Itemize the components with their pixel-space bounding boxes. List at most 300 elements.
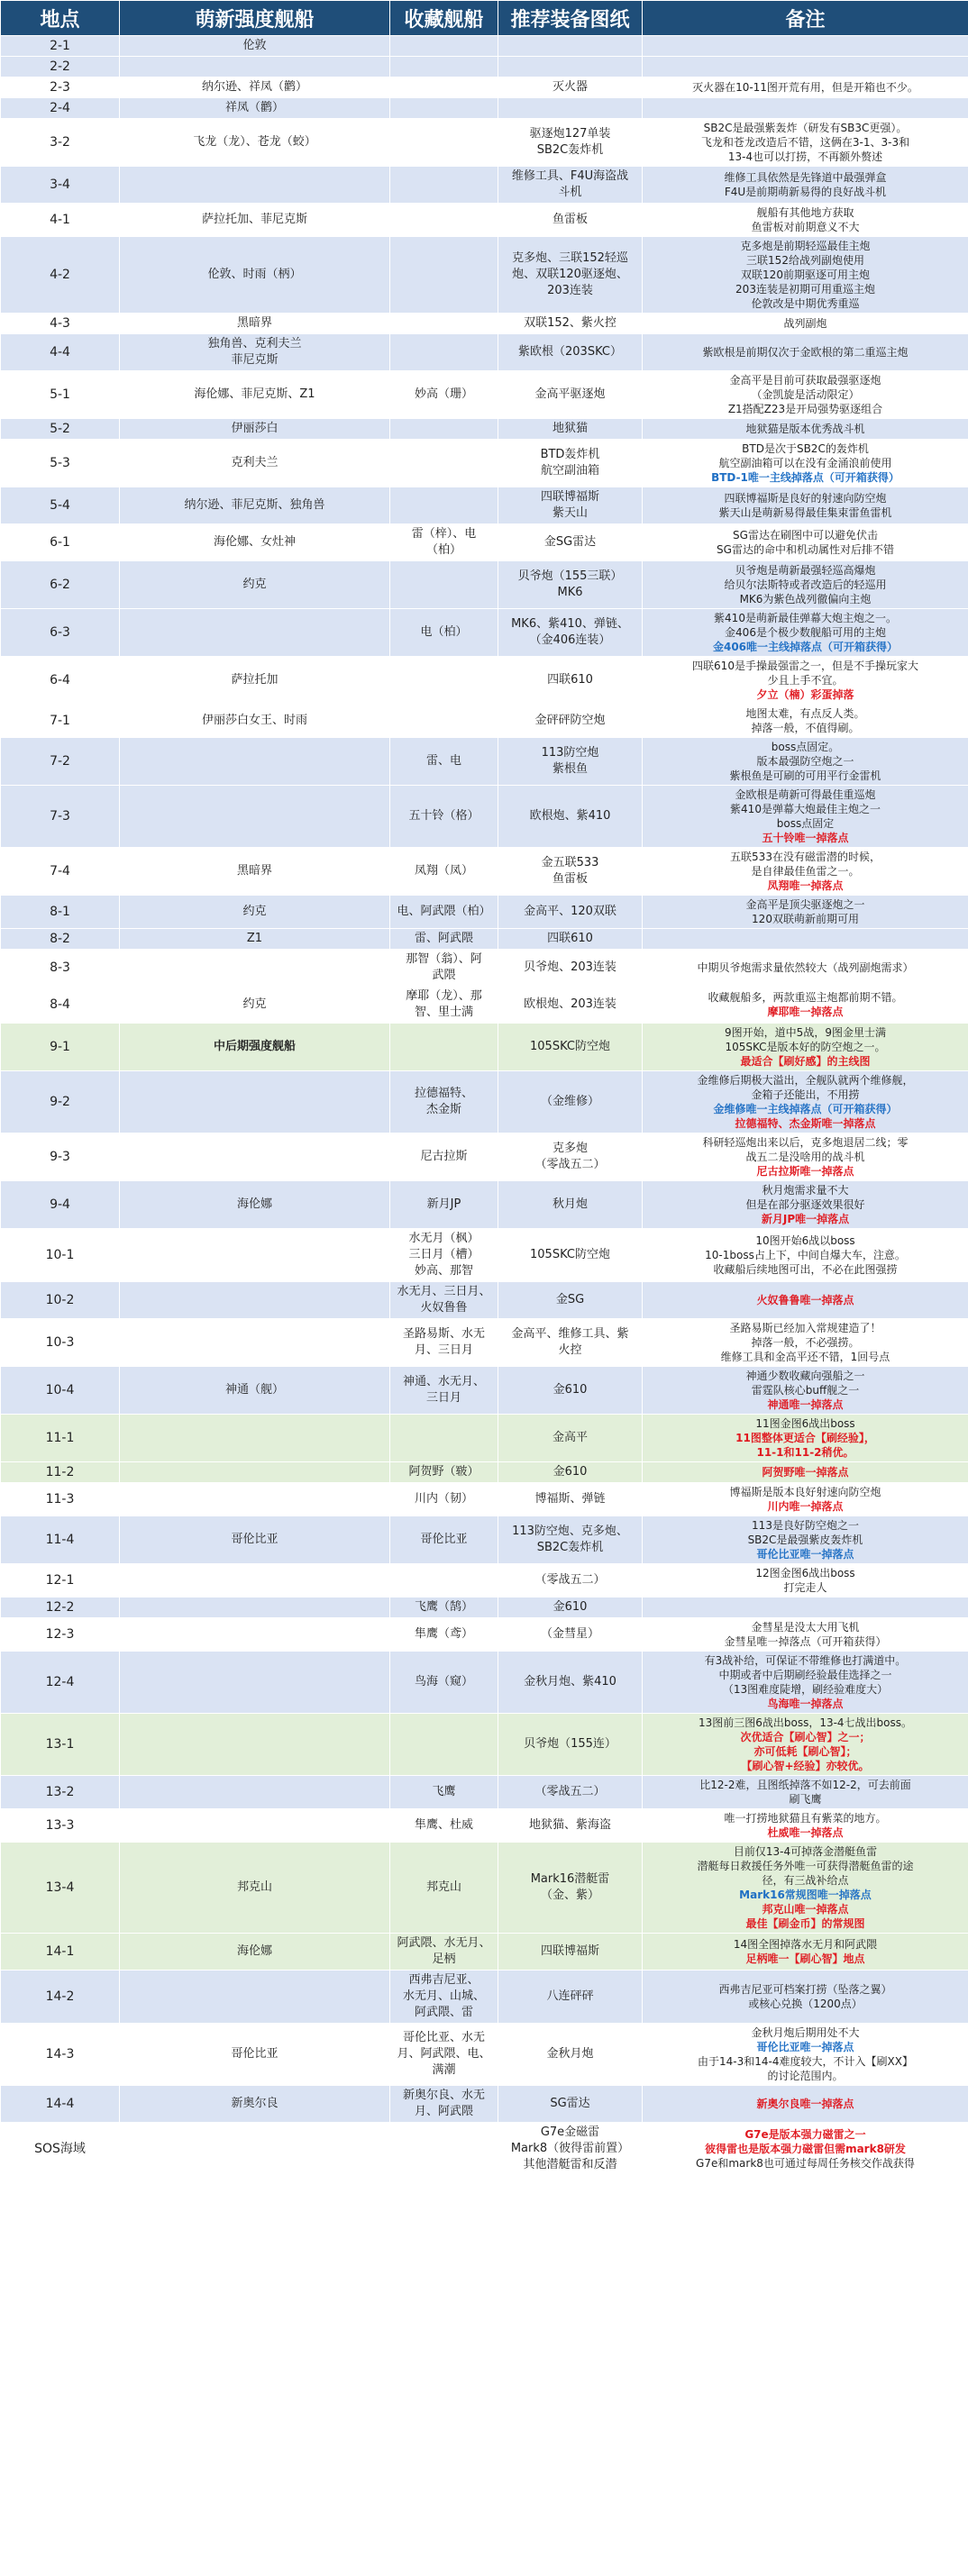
collection-ships-cell: 神通、水无月、 三日月 (390, 1367, 498, 1415)
header-notes: 备注 (643, 1, 968, 36)
equipment-cell: 贝爷炮（155连） (498, 1714, 643, 1776)
note-highlight: 最适合【刷好感】的主线图 (740, 1055, 871, 1068)
newbie-ships-cell: 约克 (120, 987, 390, 1024)
table-row (1, 705, 968, 738)
note-text: 地图太难，有点反人类。 掉落一般，不值得刷。 (745, 707, 865, 734)
stage-cell: 11-1 (1, 1415, 120, 1462)
collection-ships-cell: 新月JP (390, 1181, 498, 1229)
equipment-cell: 欧根炮、紫410 (498, 786, 643, 848)
stage-cell: 6-2 (1, 561, 120, 609)
newbie-ships-cell: 伊丽莎白 (120, 419, 390, 440)
note-text: 金高平是目前可获取最强驱逐炮 （金凯旋是活动限定） Z1搭配Z23是开局强势驱逐组合 (727, 374, 883, 415)
table-row (1, 1483, 968, 1516)
equipment-cell: 驱逐炮127单装 SB2C轰炸机 (498, 119, 643, 167)
equipment-cell: 地狱猫 (498, 419, 643, 440)
stage-cell: 2-2 (1, 57, 120, 77)
note-text: 紫欧根是前期仅次于金欧根的第二重巡主炮 (702, 346, 909, 359)
note-text: 14图全图掉落水无月和阿武隈 (733, 1938, 878, 1951)
header-stage: 地点 (1, 1, 120, 36)
table-row (1, 419, 968, 440)
newbie-ships-cell (120, 738, 390, 786)
equipment-cell: G7e金磁雷 Mark8（彼得雷前置） 其他潜艇雷和反潜 (498, 2123, 643, 2176)
notes-cell (643, 1809, 968, 1843)
collection-ships-cell (390, 487, 498, 524)
table-row (1, 1367, 968, 1415)
note-highlight: G7e是版本强力磁雷之一 彼得雷也是版本强力磁雷但需mark8研发 (705, 2128, 906, 2155)
notes-cell (643, 119, 968, 167)
table-row (1, 2086, 968, 2123)
stage-cell: 6-3 (1, 609, 120, 657)
notes-cell (643, 1133, 968, 1181)
note-text: 克多炮是前期轻巡最佳主炮 三联152给战列副炮使用 双联120前期驱逐可用主炮 203连装是初期可用重巡主炮 伦敦改是中期优秀重巡 (735, 240, 875, 310)
equipment-cell: 四联博福斯 (498, 1934, 643, 1971)
collection-ships-cell: 五十铃（格） (390, 786, 498, 848)
note-text: 战列副炮 (783, 317, 827, 330)
note-highlight: 哥伦比亚唯一掉落点 (756, 2041, 854, 2053)
notes-cell (643, 524, 968, 561)
note-highlight: 次优适合【刷心智】之一； 亦可低耗【刷心智】； 【刷心智+经验】亦较优。 (740, 1731, 871, 1772)
notes-cell (643, 167, 968, 204)
stage-cell: 13-4 (1, 1843, 120, 1934)
newbie-ships-cell: 哥伦比亚 (120, 2024, 390, 2086)
equipment-cell: 金610 (498, 1367, 643, 1415)
equipment-cell: 金高平 (498, 1415, 643, 1462)
notes-cell (643, 1652, 968, 1714)
stage-cell: 5-4 (1, 487, 120, 524)
newbie-ships-cell (120, 1714, 390, 1776)
newbie-ships-cell (120, 1809, 390, 1843)
newbie-ships-cell (120, 1483, 390, 1516)
equipment-cell: （金维修） (498, 1071, 643, 1133)
stage-cell: 12-4 (1, 1652, 120, 1714)
newbie-ships-cell (120, 1597, 390, 1618)
table-row (1, 36, 968, 57)
note-text: 由于14-3和14-4难度较大，不计入【刷XX】 的讨论范围内。 (698, 2055, 913, 2082)
collection-ships-cell (390, 440, 498, 487)
collection-ships-cell: 电（柏） (390, 609, 498, 657)
collection-ships-cell (390, 705, 498, 738)
newbie-ships-cell (120, 1618, 390, 1652)
table-row (1, 1618, 968, 1652)
collection-ships-cell: 哥伦比亚 (390, 1516, 498, 1564)
equipment-cell: 鱼雷板 (498, 204, 643, 237)
collection-ships-cell (390, 57, 498, 77)
header-newbie-ships: 萌新强度舰船 (120, 1, 390, 36)
stage-cell: 13-3 (1, 1809, 120, 1843)
equipment-cell: 105SKC防空炮 (498, 1024, 643, 1071)
equipment-cell: 贝爷炮（155三联） MK6 (498, 561, 643, 609)
table-row (1, 987, 968, 1024)
collection-ships-cell (390, 1415, 498, 1462)
table-row (1, 1229, 968, 1282)
newbie-ships-cell (120, 1282, 390, 1319)
newbie-ships-cell: 海伦娜 (120, 1181, 390, 1229)
note-text: 12图金图6战出boss 打完走人 (755, 1567, 855, 1594)
note-text: 目前仅13-4可掉落金潜艇鱼雷 潜艇每日救援任务外唯一可获得潜艇鱼雷的途 径，有三战补给点 (697, 1845, 914, 1887)
equipment-cell: 克多炮 （零战五二） (498, 1133, 643, 1181)
equipment-cell: 四联610 (498, 929, 643, 950)
table-row (1, 848, 968, 896)
notes-cell (643, 1483, 968, 1516)
note-text: 博福斯是版本良好射速向防空炮 (729, 1486, 881, 1498)
note-text: boss点固定。 版本最强防空炮之一 紫根鱼是可刷的可用平行金雷机 (729, 741, 881, 782)
equipment-cell: 金砰砰防空炮 (498, 705, 643, 738)
notes-cell (643, 1934, 968, 1971)
note-highlight: 鸟海唯一掉落点 (767, 1698, 844, 1710)
table-row (1, 896, 968, 929)
newbie-ships-cell (120, 950, 390, 987)
newbie-ships-cell: 海伦娜 (120, 1934, 390, 1971)
table-row (1, 1516, 968, 1564)
table-row (1, 1776, 968, 1809)
notes-cell (643, 1367, 968, 1415)
equipment-cell: 金高平、维修工具、紫 火控 (498, 1319, 643, 1367)
stage-cell: 7-3 (1, 786, 120, 848)
notes-cell (643, 1282, 968, 1319)
notes-cell (643, 1415, 968, 1462)
collection-ships-cell: 阿武隈、水无月、 足柄 (390, 1934, 498, 1971)
note-text: 紫410是萌新最佳弹幕大炮主炮之一。 金406是个极少数舰船可用的主炮 (714, 612, 897, 639)
notes-cell (643, 738, 968, 786)
table-row (1, 1282, 968, 1319)
stage-cell: 5-1 (1, 371, 120, 419)
newbie-ships-cell (120, 786, 390, 848)
collection-ships-cell (390, 561, 498, 609)
equipment-cell: 地狱猫、紫海盗 (498, 1809, 643, 1843)
notes-cell (643, 1516, 968, 1564)
note-text: BTD是次于SB2C的轰炸机 航空副油箱可以在没有金涌浪前使用 (718, 442, 892, 469)
newbie-ships-cell (120, 609, 390, 657)
stage-cell: 13-1 (1, 1714, 120, 1776)
notes-cell (643, 786, 968, 848)
equipment-cell: 金五联533 鱼雷板 (498, 848, 643, 896)
stage-cell: 11-4 (1, 1516, 120, 1564)
stage-cell: 11-3 (1, 1483, 120, 1516)
notes-cell (643, 487, 968, 524)
collection-ships-cell (390, 204, 498, 237)
collection-ships-cell: 拉德福特、 杰金斯 (390, 1071, 498, 1133)
note-text: 地狱猫是版本优秀战斗机 (745, 423, 865, 435)
newbie-ships-cell: 萨拉托加 (120, 657, 390, 705)
note-highlight: 尼古拉斯唯一掉落点 (756, 1165, 854, 1178)
collection-ships-cell (390, 657, 498, 705)
newbie-ships-cell: 哥伦比亚 (120, 1516, 390, 1564)
notes-cell (643, 561, 968, 609)
note-highlight: 五十铃唯一掉落点 (762, 832, 849, 844)
newbie-ships-cell: 中后期强度舰船 (120, 1024, 390, 1071)
equipment-cell: 博福斯、弹链 (498, 1483, 643, 1516)
newbie-ships-cell: 飞龙（龙）、苍龙（蛟） (120, 119, 390, 167)
table-row (1, 487, 968, 524)
collection-ships-cell (390, 98, 498, 119)
newbie-ships-cell (120, 1564, 390, 1597)
notes-cell (643, 1597, 968, 1618)
collection-ships-cell: 妙高（珊） (390, 371, 498, 419)
notes-cell (643, 1024, 968, 1071)
collection-ships-cell: 川内（韧） (390, 1483, 498, 1516)
stage-cell: 12-1 (1, 1564, 120, 1597)
note-highlight: 凤翔唯一掉落点 (767, 879, 844, 892)
collection-ships-cell: 水无月、三日月、 火奴鲁鲁 (390, 1282, 498, 1319)
note-highlight: 金维修唯一主线掉落点（可开箱获得） (713, 1103, 898, 1115)
notes-cell (643, 98, 968, 119)
note-text: 有3战补给，可保证不带维修也打满道中。 中期或者中后期刷经验最佳选择之一 （13图难度陡增，刷经验难度大） (704, 1654, 907, 1696)
notes-cell (643, 237, 968, 314)
collection-ships-cell: 隼鹰、杜威 (390, 1809, 498, 1843)
stage-cell: 4-4 (1, 334, 120, 371)
table-row (1, 1319, 968, 1367)
notes-cell (643, 2123, 968, 2176)
newbie-ships-cell: 海伦娜、女灶神 (120, 524, 390, 561)
newbie-ships-cell: 黑暗界 (120, 314, 390, 334)
collection-ships-cell (390, 167, 498, 204)
table-row (1, 1934, 968, 1971)
equipment-cell: SG雷达 (498, 2086, 643, 2123)
notes-cell (643, 657, 968, 705)
notes-cell (643, 440, 968, 487)
collection-ships-cell: 水无月（枫） 三日月（槽） 妙高、那智 (390, 1229, 498, 1282)
note-highlight: 拉德福特、杰金斯唯一掉落点 (735, 1117, 876, 1130)
note-text: G7e和mark8也可通过每周任务核交作战获得 (696, 2157, 915, 2170)
note-highlight: 新奥尔良唯一掉落点 (756, 2098, 854, 2110)
newbie-ships-cell: 克利夫兰 (120, 440, 390, 487)
newbie-ships-cell: 约克 (120, 561, 390, 609)
stage-cell: 3-2 (1, 119, 120, 167)
note-highlight: 摩耶唯一掉落点 (767, 1006, 844, 1018)
note-text: 金高平是顶尖驱逐炮之一 120双联萌新前期可用 (745, 898, 865, 925)
collection-ships-cell: 雷、阿武隈 (390, 929, 498, 950)
note-text: SB2C是最强紫轰炸（研发有SB3C更强）。 飞龙和苍龙改造后不错，这俩在3-1、3-3和 13-4也可以打捞，不再额外赘述 (700, 122, 910, 163)
newbie-ships-cell: 纳尔逊、菲尼克斯、独角兽 (120, 487, 390, 524)
stage-cell: 8-1 (1, 896, 120, 929)
table-row (1, 1071, 968, 1133)
collection-ships-cell: 新奥尔良、水无 月、阿武隈 (390, 2086, 498, 2123)
stage-cell: 11-2 (1, 1462, 120, 1483)
note-text: 13图前三图6战出boss，13-4七战出boss。 (698, 1716, 913, 1729)
table-row (1, 1462, 968, 1483)
table-row (1, 950, 968, 987)
newbie-ships-cell: 伦敦 (120, 36, 390, 57)
header-row (1, 1, 968, 36)
equipment-cell: 四联博福斯 紫天山 (498, 487, 643, 524)
note-text: 11图金图6战出boss (755, 1417, 855, 1430)
note-text: 金维修后期极大溢出，全舰队就两个维修舰， 金箱子还能出，不用捞 (697, 1074, 914, 1101)
collection-ships-cell: 哥伦比亚、水无 月、阿武隈、电、 满潮 (390, 2024, 498, 2086)
table-row (1, 334, 968, 371)
equipment-cell: 金秋月炮 (498, 2024, 643, 2086)
collection-ships-cell: 圣路易斯、水无 月、三日月 (390, 1319, 498, 1367)
notes-cell (643, 314, 968, 334)
table-row (1, 561, 968, 609)
note-highlight: 金406唯一主线掉落点（可开箱获得） (712, 641, 899, 653)
equipment-cell: 金SG雷达 (498, 524, 643, 561)
note-text: 圣路易斯已经加入常规建造了！ 掉落一般，不必强捞。 维修工具和金高平还不错，1回号点 (720, 1322, 890, 1363)
newbie-ships-cell: 邦克山 (120, 1843, 390, 1934)
table-row (1, 57, 968, 77)
table-row (1, 1564, 968, 1597)
table-row (1, 657, 968, 705)
note-highlight: 哥伦比亚唯一掉落点 (756, 1548, 854, 1561)
equipment-cell (498, 57, 643, 77)
table-row (1, 119, 968, 167)
stage-cell: 7-2 (1, 738, 120, 786)
note-highlight: 新月JP唯一掉落点 (761, 1213, 850, 1225)
stage-cell: 9-2 (1, 1071, 120, 1133)
note-highlight: 火奴鲁鲁唯一掉落点 (756, 1294, 854, 1306)
notes-cell (643, 929, 968, 950)
collection-ships-cell: 西弗吉尼亚、 水无月、山城、 阿武隈、雷 (390, 1971, 498, 2024)
note-text: SG雷达在刷图中可以避免伏击 SG雷达的命中和机动属性对后排不错 (717, 529, 894, 556)
note-highlight: Mark16常规图唯一掉落点 (739, 1889, 872, 1901)
note-text: 9图开始，道中5战，9图金里士满 105SKC是版本好的防空炮之一。 (725, 1026, 886, 1053)
table-row (1, 1971, 968, 2024)
collection-ships-cell (390, 1714, 498, 1776)
stage-cell: 4-3 (1, 314, 120, 334)
stage-cell: 14-1 (1, 1934, 120, 1971)
equipment-cell: 金高平、120双联 (498, 896, 643, 929)
stage-cell: 12-2 (1, 1597, 120, 1618)
collection-ships-cell: 雷、电 (390, 738, 498, 786)
collection-ships-cell: 飞鹰 (390, 1776, 498, 1809)
stage-cell: 8-2 (1, 929, 120, 950)
newbie-ships-cell (120, 1071, 390, 1133)
equipment-cell: 八连砰砰 (498, 1971, 643, 2024)
equipment-cell: 金610 (498, 1462, 643, 1483)
stage-cell: 14-2 (1, 1971, 120, 2024)
equipment-cell: （金彗星） (498, 1618, 643, 1652)
collection-ships-cell: 雷（梓）、电 （柏） (390, 524, 498, 561)
collection-ships-cell (390, 77, 498, 98)
note-text: 舰船有其他地方获取 鱼雷板对前期意义不大 (751, 206, 860, 233)
newbie-ships-cell: 祥凤（鹳） (120, 98, 390, 119)
collection-ships-cell: 凤翔（凤） (390, 848, 498, 896)
stage-cell: 12-3 (1, 1618, 120, 1652)
stage-cell: SOS海域 (1, 2123, 120, 2176)
collection-ships-cell (390, 237, 498, 314)
table-row (1, 440, 968, 487)
table-row (1, 2123, 968, 2176)
newbie-ships-cell (120, 1652, 390, 1714)
newbie-ships-cell (120, 57, 390, 77)
notes-cell (643, 419, 968, 440)
equipment-cell: （零战五二） (498, 1776, 643, 1809)
header-equipment: 推荐装备图纸 (498, 1, 643, 36)
note-highlight: 杜威唯一掉落点 (767, 1826, 844, 1839)
newbie-ships-cell: 伦敦、时雨（柄） (120, 237, 390, 314)
notes-cell (643, 36, 968, 57)
table-row (1, 2024, 968, 2086)
notes-cell (643, 1776, 968, 1809)
notes-cell (643, 1319, 968, 1367)
newbie-ships-cell: 海伦娜、菲尼克斯、Z1 (120, 371, 390, 419)
stage-cell: 2-1 (1, 36, 120, 57)
stage-cell: 4-2 (1, 237, 120, 314)
newbie-ships-cell: 神通（舰） (120, 1367, 390, 1415)
table-row (1, 786, 968, 848)
note-text: 113是良好防空炮之一 SB2C是最强紫皮轰炸机 (747, 1519, 863, 1546)
notes-cell (643, 204, 968, 237)
notes-cell (643, 1564, 968, 1597)
newbie-ships-cell (120, 167, 390, 204)
newbie-ships-cell: 伊丽莎白女王、时雨 (120, 705, 390, 738)
note-highlight: 阿贺野唯一掉落点 (762, 1466, 849, 1479)
table-row (1, 524, 968, 561)
stage-cell: 10-4 (1, 1367, 120, 1415)
stage-cell: 8-4 (1, 987, 120, 1024)
newbie-ships-cell (120, 1462, 390, 1483)
stage-cell: 10-1 (1, 1229, 120, 1282)
stage-cell: 6-1 (1, 524, 120, 561)
newbie-ships-cell: Z1 (120, 929, 390, 950)
collection-ships-cell (390, 119, 498, 167)
collection-ships-cell: 邦克山 (390, 1843, 498, 1934)
note-text: 金彗星是没太大用飞机 金彗星唯一掉落点（可开箱获得） (724, 1621, 887, 1648)
table-row (1, 1843, 968, 1934)
newbie-ships-cell (120, 1971, 390, 2024)
collection-ships-cell (390, 36, 498, 57)
stage-cell: 7-4 (1, 848, 120, 896)
table-row (1, 1024, 968, 1071)
newbie-ships-cell: 约克 (120, 896, 390, 929)
notes-cell (643, 334, 968, 371)
collection-ships-cell (390, 314, 498, 334)
equipment-cell: 金秋月炮、紫410 (498, 1652, 643, 1714)
stage-cell: 10-3 (1, 1319, 120, 1367)
note-text: 神通少数收藏向强船之一 雷霆队核心buff舰之一 (745, 1370, 865, 1397)
equipment-cell: 贝爷炮、203连装 (498, 950, 643, 987)
note-text: 维修工具依然是先锋道中最强弹盒 F4U是前期萌新易得的良好战斗机 (724, 171, 887, 198)
collection-ships-cell (390, 2123, 498, 2176)
newbie-ships-cell (120, 1133, 390, 1181)
stage-cell: 10-2 (1, 1282, 120, 1319)
equipment-cell: 金高平驱逐炮 (498, 371, 643, 419)
equipment-cell: 四联610 (498, 657, 643, 705)
notes-cell (643, 57, 968, 77)
notes-cell (643, 609, 968, 657)
note-highlight: BTD-1唯一主线掉落点（可开箱获得） (711, 471, 900, 484)
notes-cell (643, 987, 968, 1024)
newbie-ships-cell: 独角兽、克利夫兰 菲尼克斯 (120, 334, 390, 371)
equipment-cell: 105SKC防空炮 (498, 1229, 643, 1282)
note-highlight: 足柄唯一【刷心智】地点 (745, 1952, 865, 1965)
collection-ships-cell (390, 419, 498, 440)
notes-cell (643, 848, 968, 896)
equipment-cell: （零战五二） (498, 1564, 643, 1597)
notes-cell (643, 1714, 968, 1776)
header-collection-ships: 收藏舰船 (390, 1, 498, 36)
newbie-ships-cell (120, 1229, 390, 1282)
note-text: 收藏舰船多，两款重巡主炮都前期不错。 (708, 991, 903, 1004)
notes-cell (643, 371, 968, 419)
note-text: 五联533在没有磁雷潜的时候， 是自律最佳鱼雷之一。 (730, 851, 881, 878)
table-row (1, 929, 968, 950)
stage-cell: 14-3 (1, 2024, 120, 2086)
table-row (1, 1133, 968, 1181)
equipment-cell (498, 36, 643, 57)
notes-cell (643, 896, 968, 929)
note-text: 10图开始6战以boss 10-1boss占上下，中间自爆大车，注意。 收藏船后续地图可出，不必在此图强捞 (705, 1234, 906, 1276)
table-row (1, 1652, 968, 1714)
note-text: 比12-2难，且图纸掉落不如12-2，可去前面 刷飞鹰 (699, 1779, 911, 1806)
table-row (1, 1181, 968, 1229)
notes-cell (643, 705, 968, 738)
equipment-cell: 灭火器 (498, 77, 643, 98)
collection-ships-cell: 飞鹰（鹄） (390, 1597, 498, 1618)
stage-cell: 6-4 (1, 657, 120, 705)
newbie-ships-cell: 萨拉托加、菲尼克斯 (120, 204, 390, 237)
notes-cell (643, 1618, 968, 1652)
notes-cell (643, 1071, 968, 1133)
